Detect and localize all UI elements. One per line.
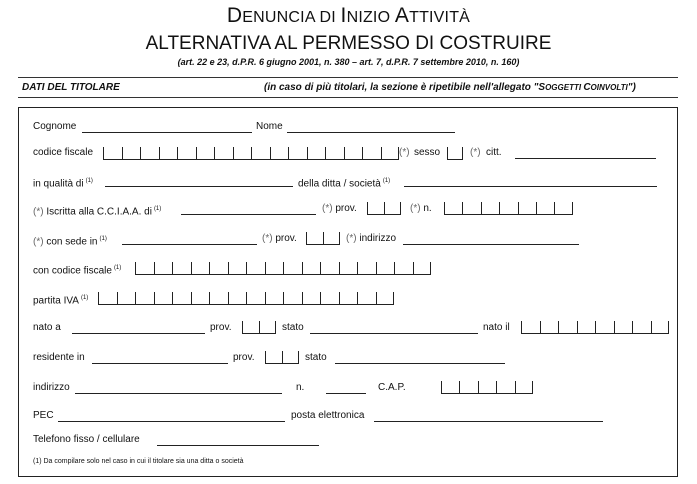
ditta-field[interactable]	[404, 186, 657, 187]
char-box[interactable]	[172, 262, 191, 274]
cap-boxes[interactable]	[441, 381, 533, 394]
char-box[interactable]	[103, 147, 122, 159]
residente-prov-label: prov.	[233, 352, 255, 363]
char-box[interactable]	[246, 262, 265, 274]
char-box[interactable]	[362, 147, 381, 159]
char-box[interactable]	[413, 262, 432, 274]
char-box[interactable]	[320, 262, 339, 274]
indirizzo-field[interactable]	[75, 393, 282, 394]
numero-label: n.	[296, 382, 305, 393]
section-rule-bottom	[18, 97, 678, 98]
char-box[interactable]	[339, 262, 358, 274]
char-box[interactable]	[320, 292, 339, 304]
nato-stato-field[interactable]	[310, 333, 478, 334]
char-box[interactable]	[577, 321, 596, 333]
char-box[interactable]	[540, 321, 559, 333]
sede-indirizzo-field[interactable]	[403, 244, 579, 245]
cittadinanza-label: citt.	[486, 147, 502, 158]
char-box[interactable]	[496, 381, 514, 393]
sede-label: (*) con sede in $^{(1)}$	[33, 236, 107, 248]
sede-prov-boxes[interactable]	[306, 232, 340, 245]
residente-field[interactable]	[92, 363, 228, 364]
char-box[interactable]	[306, 232, 323, 244]
cognome-label: Cognome	[33, 121, 77, 132]
residente-prov-boxes[interactable]	[265, 351, 299, 364]
char-box[interactable]	[98, 292, 117, 304]
cciaa-n-boxes[interactable]	[444, 202, 573, 215]
nato-il-label: nato il	[483, 322, 510, 333]
ditta-cf-label: con codice fiscale $^{(1)}$	[33, 265, 122, 277]
char-box[interactable]	[499, 202, 517, 214]
char-box[interactable]	[172, 292, 191, 304]
nome-field[interactable]	[287, 132, 455, 133]
char-box[interactable]	[122, 147, 141, 159]
codice-fiscale-boxes[interactable]	[103, 147, 399, 160]
nato-a-label: nato a	[33, 322, 61, 333]
char-box[interactable]	[283, 292, 302, 304]
char-box[interactable]	[536, 202, 554, 214]
footnote: (1) Da compilare solo nel caso in cui il titolare sia una ditta o società	[33, 458, 244, 465]
char-box[interactable]	[270, 147, 289, 159]
pec-label: PEC	[33, 410, 54, 421]
char-box[interactable]	[228, 262, 247, 274]
nome-label: Nome	[256, 121, 283, 132]
char-box[interactable]	[154, 292, 173, 304]
cciaa-prov-label: (*) prov.	[322, 203, 357, 214]
char-box[interactable]	[307, 147, 326, 159]
char-box[interactable]	[259, 321, 276, 333]
char-box[interactable]	[441, 381, 459, 393]
cognome-field[interactable]	[82, 132, 252, 133]
char-box[interactable]	[302, 262, 321, 274]
cciaa-n-label: (*) n.	[410, 203, 432, 214]
nato-a-field[interactable]	[72, 333, 205, 334]
residente-stato-label: stato	[305, 352, 327, 363]
char-box[interactable]	[288, 147, 307, 159]
char-box[interactable]	[595, 321, 614, 333]
char-box[interactable]	[140, 147, 159, 159]
sede-prov-label: (*) prov.	[262, 233, 297, 244]
posta-label: posta elettronica	[291, 410, 365, 421]
nato-prov-label: prov.	[210, 322, 232, 333]
char-box[interactable]	[518, 202, 536, 214]
char-box[interactable]	[265, 351, 282, 363]
char-box[interactable]	[135, 262, 154, 274]
char-box[interactable]	[462, 202, 480, 214]
char-box[interactable]	[651, 321, 670, 333]
char-box[interactable]	[459, 381, 477, 393]
cciaa-field[interactable]	[181, 214, 316, 215]
char-box[interactable]	[515, 381, 533, 393]
form-title: DENUNCIA DI INIZIO ATTIVITÀ	[226, 4, 471, 27]
char-box[interactable]	[191, 292, 210, 304]
char-box[interactable]	[191, 262, 210, 274]
posta-field[interactable]	[374, 421, 603, 422]
pec-field[interactable]	[58, 421, 285, 422]
char-box[interactable]	[265, 262, 284, 274]
partita-iva-label: partita IVA $^{(1)}$	[33, 295, 89, 307]
legal-reference: (art. 22 e 23, d.P.R. 6 giugno 2001, n. 380 – art. 7, d.P.R. 7 settembre 2010, n. 160)	[177, 57, 520, 67]
char-box[interactable]	[209, 262, 228, 274]
char-box[interactable]	[325, 147, 344, 159]
char-box[interactable]	[357, 292, 376, 304]
char-box[interactable]	[384, 202, 401, 214]
telefono-label: Telefono fisso / cellulare	[33, 434, 140, 445]
char-box[interactable]	[246, 292, 265, 304]
cciaa-prov-boxes[interactable]	[367, 202, 401, 215]
char-box[interactable]	[521, 321, 540, 333]
char-box[interactable]	[632, 321, 651, 333]
char-box[interactable]	[159, 147, 178, 159]
section-note: (in caso di più titolari, la sezione è ripetibile nell'allegato "SOGGETTI COINVOLTI")	[264, 82, 636, 93]
char-box[interactable]	[302, 292, 321, 304]
char-box[interactable]	[135, 292, 154, 304]
ditta-cf-boxes[interactable]	[135, 262, 431, 275]
asterisk-mark: (*)	[470, 147, 481, 158]
char-box[interactable]	[177, 147, 196, 159]
char-box[interactable]	[554, 202, 572, 214]
char-box[interactable]	[233, 147, 252, 159]
char-box[interactable]	[265, 292, 284, 304]
char-box[interactable]	[367, 202, 384, 214]
telefono-field[interactable]	[157, 445, 319, 446]
sede-indirizzo-label: (*) indirizzo	[346, 233, 397, 244]
sesso-label: sesso	[414, 147, 441, 158]
residente-stato-field[interactable]	[335, 363, 505, 364]
char-box[interactable]	[282, 351, 299, 363]
partita-iva-boxes[interactable]	[98, 292, 394, 305]
char-box[interactable]	[323, 232, 340, 244]
indirizzo-label: indirizzo	[33, 382, 70, 393]
char-box[interactable]	[117, 292, 136, 304]
qualita-label: in qualità di $^{(1)}$	[33, 178, 93, 190]
section-rule-top	[18, 77, 678, 78]
codice-fiscale-label: codice fiscale	[33, 147, 94, 158]
char-box[interactable]	[251, 147, 270, 159]
asterisk-mark: (*)	[399, 147, 410, 158]
char-box[interactable]	[283, 262, 302, 274]
char-box[interactable]	[376, 292, 395, 304]
sesso-boxes[interactable]	[447, 147, 463, 160]
ditta-label: della ditta / società $^{(1)}$	[298, 178, 391, 190]
nato-il-boxes[interactable]	[521, 321, 669, 334]
char-box[interactable]	[339, 292, 358, 304]
qualita-field[interactable]	[105, 186, 293, 187]
char-box[interactable]	[447, 147, 463, 159]
residente-label: residente in	[33, 352, 85, 363]
section-title: DATI DEL TITOLARE	[22, 82, 120, 93]
char-box[interactable]	[558, 321, 577, 333]
cap-label: C.A.P.	[378, 382, 406, 393]
char-box[interactable]	[214, 147, 233, 159]
cittadinanza-field[interactable]	[515, 158, 656, 159]
char-box[interactable]	[357, 262, 376, 274]
char-box[interactable]	[376, 262, 395, 274]
char-box[interactable]	[242, 321, 259, 333]
char-box[interactable]	[381, 147, 400, 159]
char-box[interactable]	[444, 202, 462, 214]
char-box[interactable]	[154, 262, 173, 274]
form-subtitle: ALTERNATIVA AL PERMESSO DI COSTRUIRE	[145, 33, 552, 54]
nato-stato-label: stato	[282, 322, 304, 333]
nato-prov-boxes[interactable]	[242, 321, 276, 334]
cciaa-label: (*) Iscritta alla C.C.I.A.A. di $^{(1)}$	[33, 206, 162, 218]
char-box[interactable]	[478, 381, 496, 393]
char-box[interactable]	[614, 321, 633, 333]
char-box[interactable]	[481, 202, 499, 214]
char-box[interactable]	[196, 147, 215, 159]
numero-field[interactable]	[326, 393, 366, 394]
sede-field[interactable]	[122, 244, 257, 245]
char-box[interactable]	[344, 147, 363, 159]
char-box[interactable]	[228, 292, 247, 304]
char-box[interactable]	[209, 292, 228, 304]
char-box[interactable]	[394, 262, 413, 274]
